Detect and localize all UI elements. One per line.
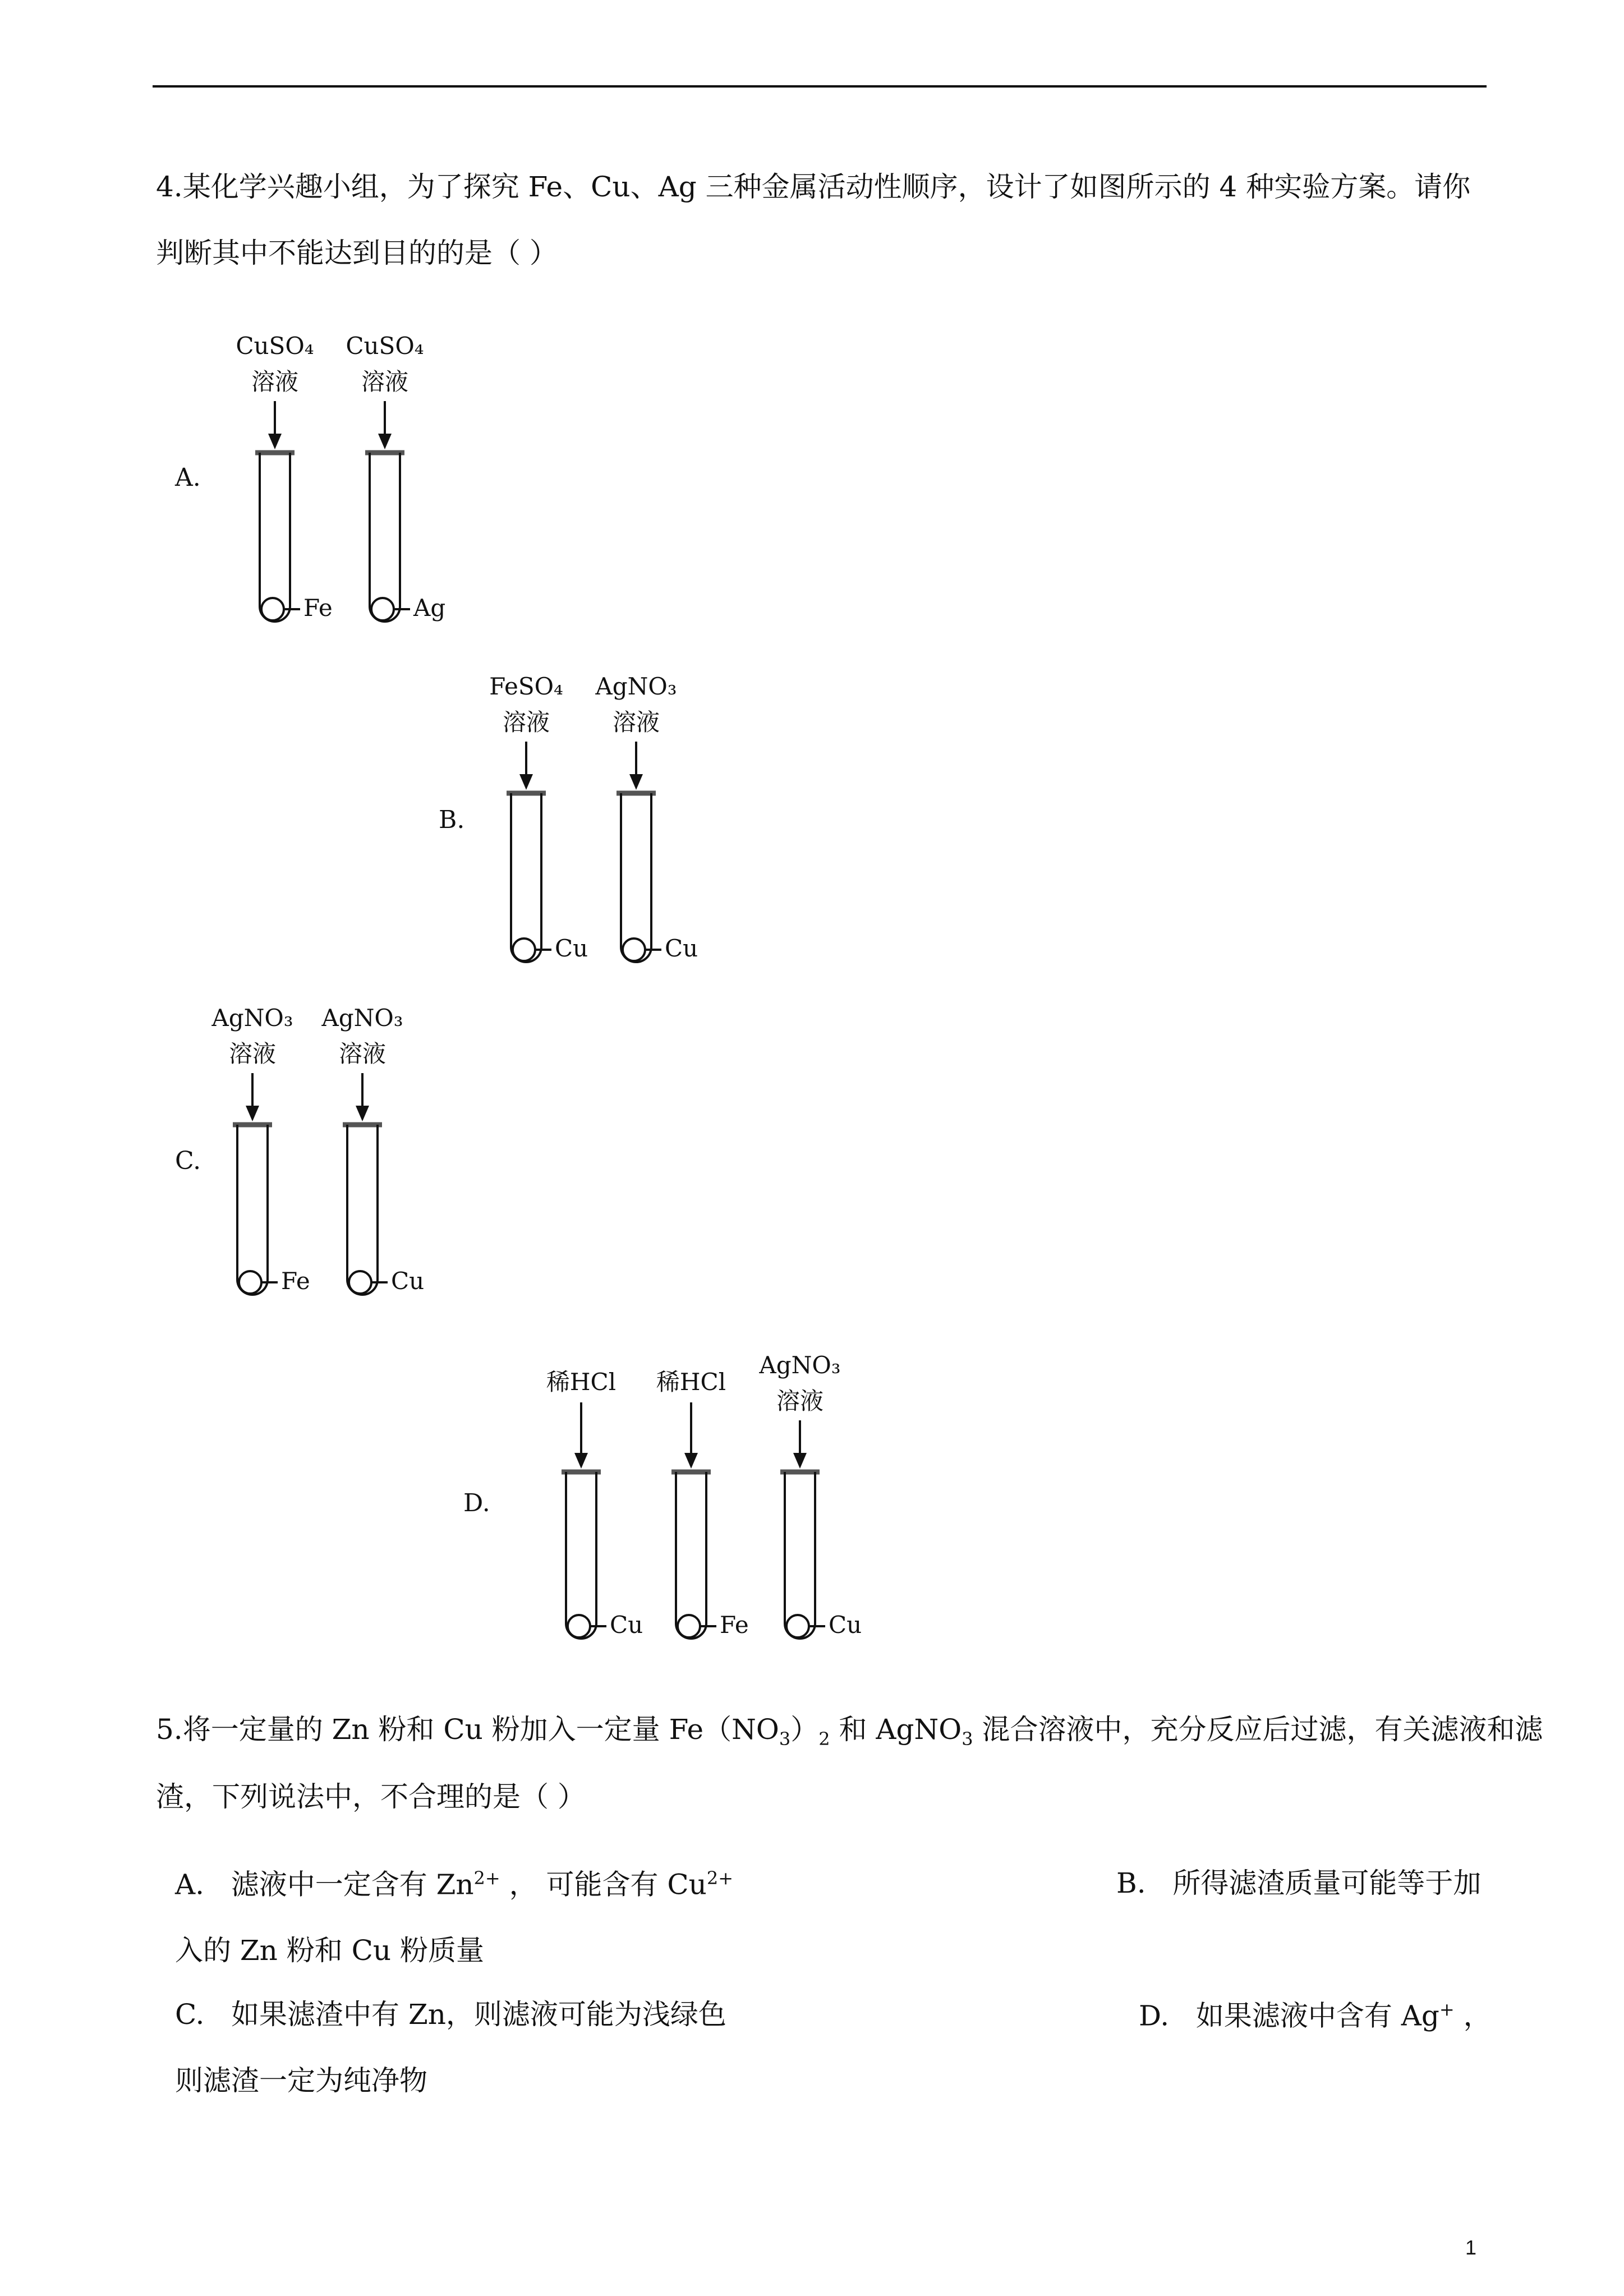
option-a-tube-2 — [370, 453, 400, 622]
option-d-tube-2-metal-piece — [678, 1615, 700, 1637]
option-d-tube-3-metal: Cu — [829, 1611, 862, 1639]
option-a-tube-2-arrowhead — [378, 434, 392, 449]
option-c-tube-1-metal: Fe — [281, 1267, 310, 1295]
option-a-tube-1-metal: Fe — [303, 594, 333, 622]
option-b-tube-2-arrowhead — [629, 774, 643, 790]
q5-option-d-continued: 则滤渣一定为纯净物 — [175, 2064, 427, 2097]
option-a-tube-1-reagent: CuSO₄ — [236, 332, 314, 360]
q5-option-b: B. 所得滤渣质量可能等于加 — [1116, 1867, 1482, 1899]
q4-stem-line2: 判断其中不能达到目的的是（ ） — [156, 237, 558, 269]
option-b-tube-2-solution-label: 溶液 — [612, 708, 660, 736]
option-b-tube-1-metal-piece — [513, 938, 535, 961]
option-a-tube-2-metal-piece — [371, 598, 394, 620]
option-d-letter: D. — [463, 1489, 490, 1517]
q4-stem-line1: 4.某化学兴趣小组，为了探究 Fe、Cu、Ag 三种金属活动性顺序，设计了如图所示的 4 种实验方案。请你 — [156, 171, 1471, 203]
option-d-tube-2-reagent: 稀HCl — [656, 1368, 726, 1396]
option-c-tube-2-metal-piece — [349, 1271, 371, 1294]
q5-option-d: D. 如果滤液中含有 Ag+ ， — [1139, 1999, 1492, 2032]
option-d-tube-2-arrowhead — [684, 1453, 698, 1469]
option-a-tube-2-reagent: CuSO₄ — [346, 332, 424, 360]
option-b-tube-2-reagent: AgNO₃ — [595, 673, 677, 700]
option-b-tube-1-arrowhead — [519, 774, 533, 790]
option-a-tube-2-metal: Ag — [413, 594, 446, 622]
option-b-tube-1-metal: Cu — [555, 935, 588, 962]
option-d-tube-3-arrowhead — [793, 1453, 807, 1469]
page-number: 1 — [1465, 2236, 1477, 2259]
option-a-tube-1-metal-piece — [261, 598, 284, 620]
option-a-tube-1-solution-label: 溶液 — [251, 368, 299, 395]
option-d-tube-3-metal-piece — [786, 1615, 809, 1637]
option-c-tube-1 — [237, 1125, 268, 1295]
option-d-tube-1-arrowhead — [574, 1453, 588, 1469]
q5-option-b-continued: 入的 Zn 粉和 Cu 粉质量 — [175, 1934, 484, 1967]
q5-stem-line1: 5.将一定量的 Zn 粉和 Cu 粉加入一定量 $Fe(NO_3)_2$ 和 AgNO$_3$ 混合溶液中，充分反应后过滤，有关滤液和滤 — [156, 1713, 1543, 1750]
option-d-tube-2-metal: Fe — [720, 1611, 749, 1639]
option-a-tube-1-arrowhead — [268, 434, 282, 449]
option-c-tube-1-solution-label: 溶液 — [228, 1040, 277, 1068]
option-b-tube-1-solution-label: 溶液 — [502, 708, 550, 736]
option-b-tube-2 — [621, 793, 651, 962]
option-d-tube-2 — [676, 1472, 706, 1639]
option-b-tube-1-reagent: FeSO₄ — [489, 673, 563, 700]
option-d-tube-1-metal: Cu — [610, 1611, 643, 1639]
option-c-letter: C. — [175, 1147, 201, 1175]
option-d-tube-3 — [785, 1472, 815, 1639]
option-c-tube-2-metal: Cu — [391, 1267, 425, 1295]
option-d-tube-1 — [566, 1472, 596, 1639]
option-b-letter: B. — [439, 806, 465, 834]
option-a-tube-1 — [260, 453, 290, 622]
option-d-tube-3-reagent: AgNO₃ — [759, 1351, 841, 1379]
q5-option-a: A. 滤液中一定含有 $Zn^{2+}$ ， 可能含有 $Cu^{2+}$ — [175, 1867, 734, 1901]
option-b-tube-2-metal-piece — [623, 938, 645, 961]
option-c-tube-2-arrowhead — [356, 1106, 369, 1121]
option-d-tube-1-reagent: 稀HCl — [546, 1368, 617, 1396]
option-c-tube-2 — [347, 1125, 378, 1295]
option-a-tube-2-solution-label: 溶液 — [361, 368, 409, 395]
option-d-tube-1-metal-piece — [568, 1615, 590, 1637]
option-c-tube-1-reagent: AgNO₃ — [211, 1004, 293, 1032]
option-c-tube-2-solution-label: 溶液 — [338, 1040, 387, 1068]
option-c-tube-1-metal-piece — [239, 1271, 261, 1294]
option-a-letter: A. — [175, 463, 201, 492]
option-b-tube-2-metal: Cu — [665, 935, 698, 962]
q5-option-c: C. 如果滤渣中有 Zn，则滤液可能为浅绿色 — [175, 1998, 726, 2031]
option-b-tube-1 — [511, 793, 541, 962]
option-c-tube-1-arrowhead — [246, 1106, 259, 1121]
option-d-tube-3-solution-label: 溶液 — [776, 1387, 824, 1415]
q5-stem-line2: 渣，下列说法中，不合理的是（ ） — [156, 1780, 586, 1813]
option-c-tube-2-reagent: AgNO₃ — [321, 1004, 403, 1032]
